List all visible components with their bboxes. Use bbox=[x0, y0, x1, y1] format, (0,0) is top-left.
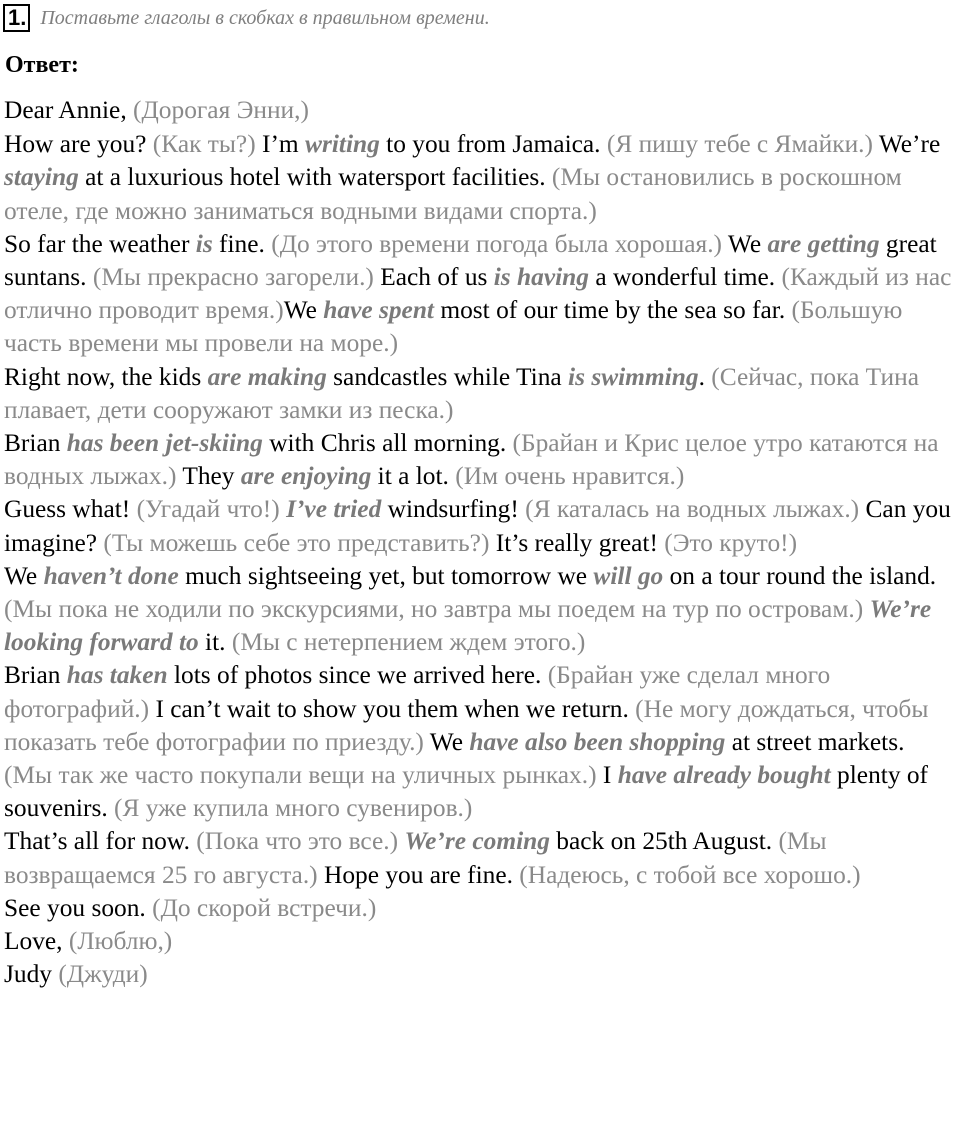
answer-verb: writing bbox=[305, 130, 380, 159]
answer-verb: are enjoying bbox=[240, 462, 372, 491]
english-text: at a luxurious hotel with watersport facilities. bbox=[78, 163, 552, 192]
english-text: They bbox=[176, 462, 241, 491]
russian-translation: (Я уже купила много сувениров.) bbox=[114, 794, 473, 823]
answer-verb: is swimming bbox=[568, 362, 699, 391]
letter-paragraph bbox=[4, 659, 956, 825]
english-text: I’m bbox=[255, 130, 306, 159]
english-text: most of our time by the sea so far. bbox=[434, 296, 792, 325]
english-text: How are you? bbox=[4, 130, 153, 159]
answer-verb: have already bought bbox=[617, 761, 831, 790]
answer-verb: has been jet-skiing bbox=[66, 429, 263, 458]
russian-translation: (Пока что это все.) bbox=[196, 827, 399, 856]
russian-translation: (Ты можешь себе это представить?) bbox=[103, 528, 490, 557]
english-text: it. bbox=[198, 628, 232, 657]
english-text: Brian bbox=[4, 661, 67, 690]
english-text: See you soon. bbox=[4, 893, 153, 922]
english-text: windsurfing! bbox=[381, 495, 526, 524]
english-text: Can you imagine? bbox=[4, 495, 951, 557]
english-text: Hope you are fine. bbox=[317, 860, 520, 889]
letter-paragraph bbox=[4, 825, 956, 891]
english-text: at street markets. bbox=[725, 727, 905, 756]
russian-translation: (Как ты?) bbox=[152, 130, 256, 159]
english-text: We bbox=[283, 296, 324, 325]
english-text: much sightseeing yet, but tomorrow we bbox=[178, 561, 594, 590]
russian-translation: (Я пишу тебе с Ямайки.) bbox=[606, 130, 873, 159]
english-text: It’s really great! bbox=[489, 528, 665, 557]
answer-verb: will go bbox=[593, 561, 664, 590]
russian-translation: (Джуди) bbox=[58, 960, 148, 989]
answer-verb: have spent bbox=[323, 296, 434, 325]
russian-translation: (Мы пока не ходили по экскурсиями, но завтра мы поедем на тур по островам.) bbox=[4, 595, 864, 624]
english-text: a wonderful time. bbox=[589, 263, 782, 292]
english-text: We bbox=[722, 229, 768, 258]
english-text: . bbox=[698, 362, 712, 391]
russian-translation: (Не могу дождаться, чтобы показать тебе фотографии по приезду.) bbox=[4, 694, 929, 756]
salutation-translation: (Дорогая Энни,) bbox=[133, 96, 309, 124]
answer-verb: is having bbox=[493, 263, 589, 292]
russian-translation: (Надеюсь, с тобой все хорошо.) bbox=[519, 860, 861, 889]
english-text: on a tour round the island. bbox=[663, 561, 937, 590]
answer-verb: has taken bbox=[66, 661, 168, 690]
english-text: lots of photos since we arrived here. bbox=[167, 661, 548, 690]
russian-translation: (До этого времени погода была хорошая.) bbox=[271, 229, 722, 258]
letter-paragraph bbox=[4, 925, 956, 958]
answer-verb: I’ve tried bbox=[286, 495, 382, 524]
russian-translation: (Это круто!) bbox=[664, 528, 798, 557]
answer-verb: staying bbox=[4, 163, 79, 192]
answer-verb: is bbox=[195, 229, 213, 258]
task-header bbox=[3, 4, 490, 32]
letter-paragraph bbox=[4, 493, 956, 559]
english-text: We bbox=[423, 727, 470, 756]
russian-translation: (Мы прекрасно загорели.) bbox=[92, 263, 374, 292]
task-number: 1. bbox=[3, 4, 30, 32]
answer-verb: are getting bbox=[767, 229, 880, 258]
answer-verb: haven’t done bbox=[43, 561, 179, 590]
salutation-text: Dear Annie, bbox=[4, 96, 134, 124]
english-text: That’s all for now. bbox=[4, 827, 197, 856]
english-text: sandcastles while Tina bbox=[326, 362, 569, 391]
english-text: Judy bbox=[4, 960, 59, 989]
russian-translation: (Каждый из нас отлично проводит время.) bbox=[4, 263, 952, 325]
english-text: to you from Jamaica. bbox=[379, 130, 607, 159]
russian-translation: (Мы с нетерпением ждем этого.) bbox=[231, 628, 586, 657]
english-text: So far the weather bbox=[4, 229, 196, 258]
letter-paragraph bbox=[4, 560, 956, 660]
english-text: fine. bbox=[212, 229, 272, 258]
russian-translation: (Брайан и Крис целое утро катаются на водных лыжах.) bbox=[4, 429, 939, 491]
russian-translation: (Люблю,) bbox=[68, 927, 173, 956]
russian-translation: (До скорой встречи.) bbox=[152, 893, 377, 922]
russian-translation: (Мы возвращаемся 25 го августа.) bbox=[4, 827, 827, 889]
english-text: with Chris all morning. bbox=[262, 429, 513, 458]
english-text: Each of us bbox=[373, 263, 494, 292]
letter-paragraph bbox=[4, 128, 956, 228]
english-text: Love, bbox=[4, 927, 69, 956]
task-instruction: Поставьте глаголы в скобках в правильном времени. bbox=[40, 6, 490, 29]
russian-translation: (Брайан уже сделал много фотографий.) bbox=[4, 661, 831, 723]
letter-paragraphs bbox=[4, 128, 956, 991]
english-text: We bbox=[4, 561, 44, 590]
letter-salutation bbox=[4, 94, 956, 127]
english-text: great suntans. bbox=[4, 229, 937, 292]
russian-translation: (Им очень нравится.) bbox=[455, 462, 685, 491]
russian-translation: (Большую часть времени мы провели на море.) bbox=[4, 296, 903, 358]
letter-body bbox=[4, 94, 956, 991]
russian-translation: (Сейчас, пока Тина плавает, дети сооружают замки из песка.) bbox=[4, 362, 920, 424]
russian-translation: (Мы остановились в роскошном отеле, где можно заниматься водными видами спорта.) bbox=[4, 163, 902, 225]
english-text: it a lot. bbox=[371, 462, 456, 491]
english-text: back on 25th August. bbox=[549, 827, 779, 856]
russian-translation: (Мы так же часто покупали вещи на уличных рынках.) bbox=[4, 761, 597, 790]
english-text: Guess what! bbox=[4, 495, 137, 524]
russian-translation: (Я каталась на водных лыжах.) bbox=[525, 495, 860, 524]
english-text: We’re bbox=[872, 130, 941, 159]
answer-label: Ответ: bbox=[5, 52, 79, 78]
english-text: I can’t wait to show you them when we return. bbox=[149, 694, 636, 723]
answer-verb: We’re coming bbox=[404, 827, 550, 856]
letter-paragraph bbox=[4, 228, 956, 361]
answer-verb: have also been shopping bbox=[469, 727, 726, 756]
letter-paragraph bbox=[4, 958, 956, 991]
letter-paragraph bbox=[4, 361, 956, 427]
letter-paragraph bbox=[4, 892, 956, 925]
answer-verb: are making bbox=[207, 362, 327, 391]
english-text: Right now, the kids bbox=[4, 362, 208, 391]
letter-paragraph bbox=[4, 427, 956, 493]
russian-translation: (Угадай что!) bbox=[136, 495, 280, 524]
english-text: Brian bbox=[4, 429, 67, 458]
answer-verb: We’re looking forward to bbox=[4, 595, 932, 657]
english-text: plenty of souvenirs. bbox=[4, 761, 929, 823]
english-text: I bbox=[596, 761, 618, 790]
